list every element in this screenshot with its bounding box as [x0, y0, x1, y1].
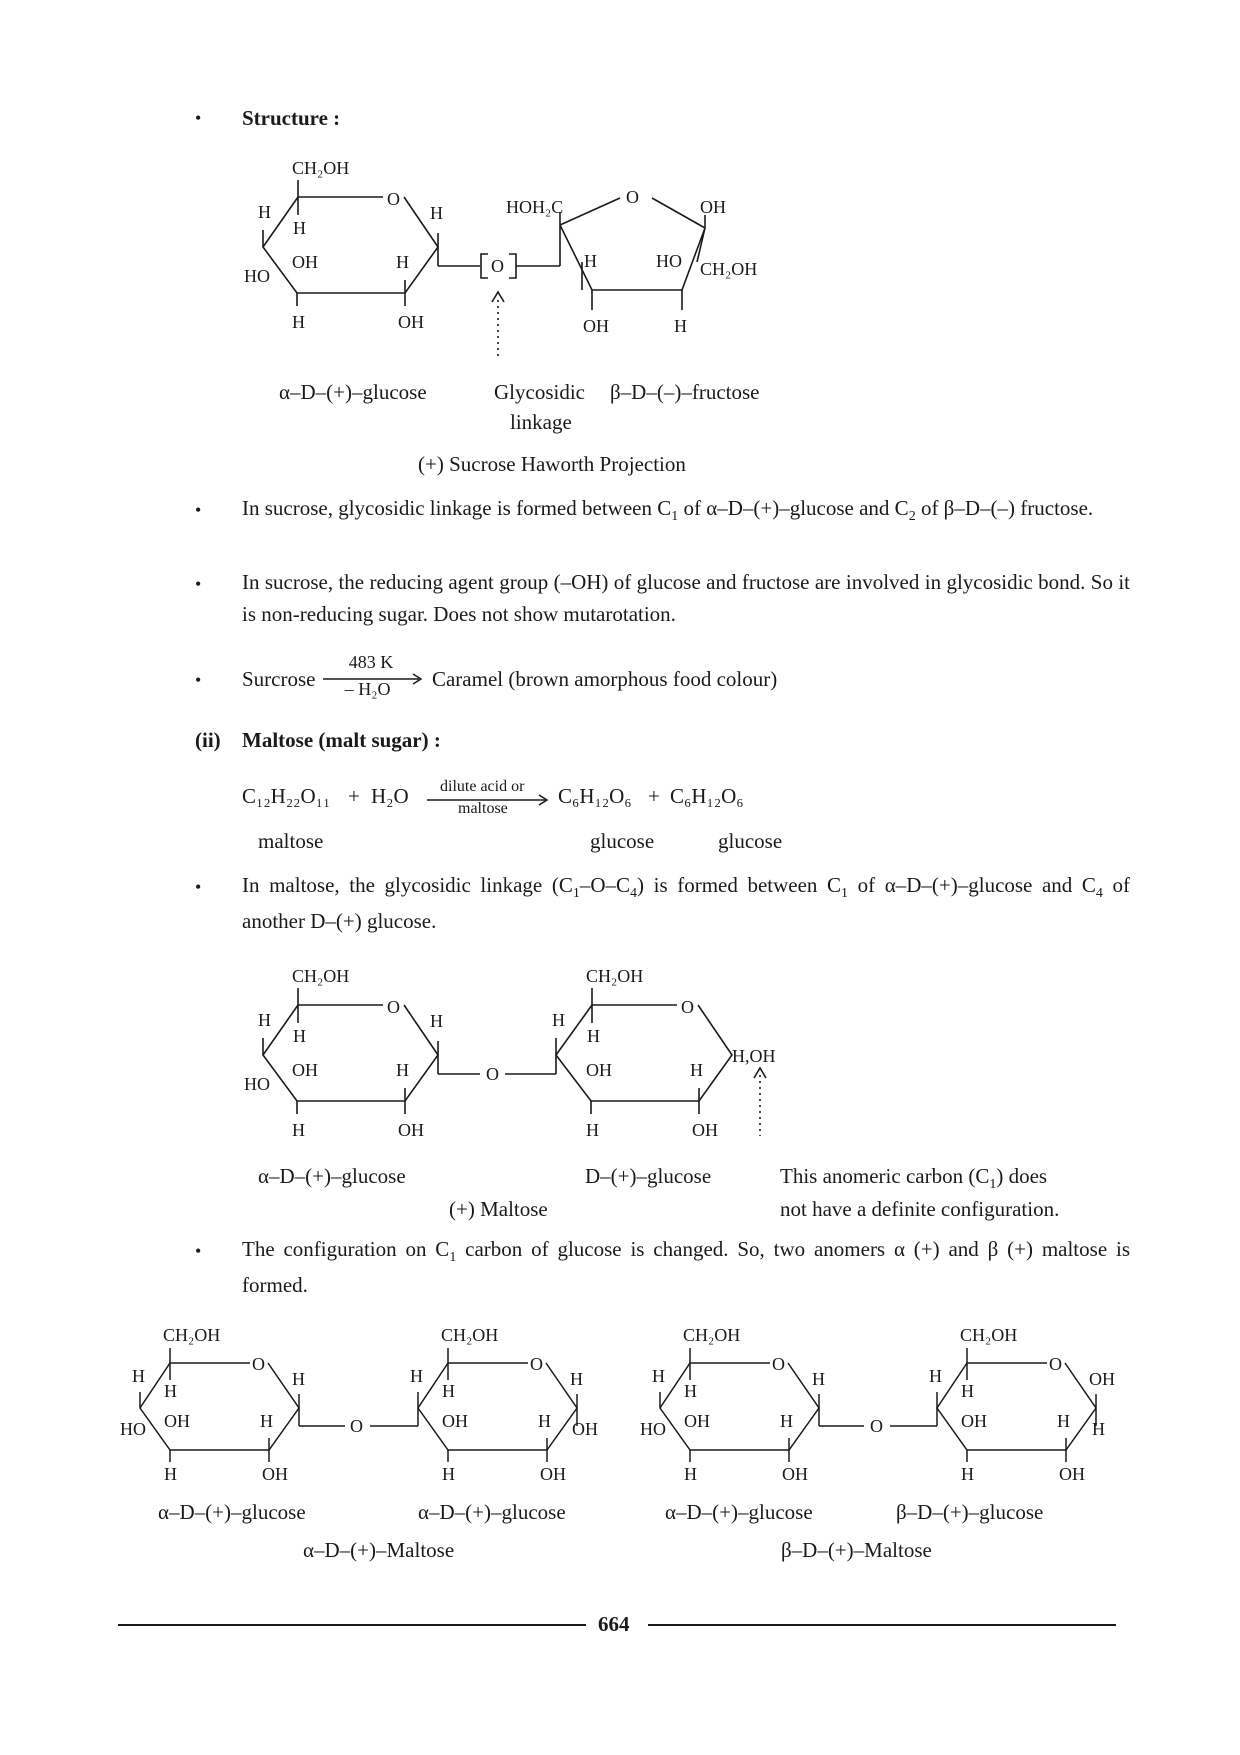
- svg-text:H: H: [396, 1060, 409, 1080]
- svg-text:H: H: [410, 1366, 423, 1386]
- svg-text:OH: OH: [1089, 1369, 1115, 1389]
- svg-text:H: H: [132, 1366, 145, 1386]
- reaction-arrow: 483 K – H₂O: [321, 661, 427, 701]
- svg-text:H: H: [538, 1411, 551, 1431]
- svg-text:OH: OH: [442, 1411, 468, 1431]
- bullet-marker: •: [195, 108, 202, 128]
- svg-text:HO: HO: [656, 251, 682, 271]
- anomeric-note: This anomeric carbon $(C_1)$ does: [780, 1164, 1048, 1192]
- svg-text:HOH₂C: HOH₂C: [506, 197, 564, 217]
- svg-text:H: H: [292, 1369, 305, 1389]
- svg-text:OH: OH: [692, 1120, 718, 1140]
- svg-text:OH: OH: [262, 1464, 288, 1484]
- svg-text:OH: OH: [164, 1411, 190, 1431]
- caption-linkage-2: linkage: [510, 410, 572, 434]
- ch2oh-label: CH₂OH: [292, 158, 350, 178]
- svg-text:O: O: [1049, 1354, 1062, 1374]
- svg-text:CH₂OH: CH₂OH: [960, 1325, 1018, 1345]
- svg-text:H: H: [587, 1026, 600, 1046]
- anomer-structures: [0, 1310, 1240, 1490]
- svg-text:CH₂OH: CH₂OH: [441, 1325, 499, 1345]
- glucose-product: C₆H₁₂O₆: [558, 784, 632, 808]
- svg-text:H: H: [961, 1381, 974, 1401]
- svg-text:H: H: [961, 1464, 974, 1484]
- svg-text:OH: OH: [292, 252, 318, 272]
- svg-text:OH: OH: [684, 1411, 710, 1431]
- svg-text:H: H: [442, 1381, 455, 1401]
- footer-rule-left: [118, 1624, 586, 1626]
- svg-text:H: H: [430, 1011, 443, 1031]
- svg-text:O: O: [491, 256, 504, 276]
- maltose-structure: [0, 940, 1240, 1140]
- svg-text:HO: HO: [244, 266, 270, 286]
- svg-text:OH: OH: [572, 1419, 598, 1439]
- svg-text:H: H: [586, 1120, 599, 1140]
- maltose-title: (+) Maltose: [449, 1197, 548, 1221]
- svg-text:HO: HO: [640, 1419, 666, 1439]
- caption-alpha-glucose: α–D–(+)–glucose: [258, 1164, 406, 1188]
- svg-text:O: O: [626, 187, 639, 207]
- svg-text:O: O: [387, 189, 400, 209]
- svg-text:H: H: [293, 1026, 306, 1046]
- svg-text:H: H: [584, 251, 597, 271]
- svg-text:OH: OH: [292, 1060, 318, 1080]
- svg-text:OH: OH: [782, 1464, 808, 1484]
- bullet-sucrose-linkage: In sucrose, glycosidic linkage is formed between $C_1$ of α–D–(+)–glucose and $C_2$ of β–D–(–) fructose.: [242, 496, 1094, 524]
- svg-text:CH₂OH: CH₂OH: [586, 966, 644, 986]
- svg-text:H: H: [684, 1381, 697, 1401]
- alpha-maltose-label: α–D–(+)–Maltose: [303, 1538, 455, 1562]
- caption-linkage: Glycosidic: [494, 380, 585, 404]
- svg-text:H: H: [674, 316, 687, 336]
- svg-text:H: H: [812, 1369, 825, 1389]
- svg-text:H: H: [552, 1010, 565, 1030]
- svg-text:HO: HO: [120, 1419, 146, 1439]
- anomer-caption-4: β–D–(+)–glucose: [896, 1500, 1044, 1524]
- svg-text:O: O: [870, 1416, 883, 1436]
- svg-text:H: H: [396, 252, 409, 272]
- maltose-section-number: (ii): [195, 728, 221, 752]
- svg-text:OH: OH: [398, 1120, 424, 1140]
- h-oh-label: H,OH: [732, 1046, 776, 1066]
- svg-text:O: O: [252, 1354, 265, 1374]
- bullet-marker: •: [195, 1241, 202, 1261]
- svg-text:H: H: [684, 1464, 697, 1484]
- svg-text:O: O: [681, 997, 694, 1017]
- bullet-marker: •: [195, 670, 202, 690]
- svg-text:OH: OH: [586, 1060, 612, 1080]
- svg-text:H: H: [780, 1411, 793, 1431]
- svg-text:O: O: [772, 1354, 785, 1374]
- svg-text:H: H: [292, 312, 305, 332]
- page-number: 664: [598, 1612, 630, 1636]
- bullet-marker: •: [195, 574, 202, 594]
- maltose-heading: Maltose (malt sugar) :: [242, 728, 441, 752]
- bullet-marker: •: [195, 500, 202, 520]
- svg-text:OH: OH: [700, 197, 726, 217]
- svg-text:H: H: [442, 1464, 455, 1484]
- svg-text:OH: OH: [1059, 1464, 1085, 1484]
- svg-text:OH: OH: [398, 312, 424, 332]
- svg-text:OH: OH: [540, 1464, 566, 1484]
- svg-text:H: H: [293, 218, 306, 238]
- sucrose-title: (+) Sucrose Haworth Projection: [418, 452, 686, 476]
- svg-text:CH₂OH: CH₂OH: [163, 1325, 221, 1345]
- svg-text:O: O: [530, 1354, 543, 1374]
- glucose-product-2: C₆H₁₂O₆: [670, 784, 744, 808]
- svg-text:H: H: [258, 202, 271, 222]
- anomer-caption-2: α–D–(+)–glucose: [418, 1500, 566, 1524]
- caption-fructose: β–D–(–)–fructose: [610, 380, 760, 404]
- svg-text:OH: OH: [583, 316, 609, 336]
- svg-text:CH₂OH: CH₂OH: [700, 259, 758, 279]
- svg-text:H: H: [164, 1464, 177, 1484]
- svg-text:O: O: [387, 997, 400, 1017]
- svg-text:H: H: [260, 1411, 273, 1431]
- caption-d-glucose: D–(+)–glucose: [585, 1164, 712, 1188]
- svg-text:CH₂OH: CH₂OH: [683, 1325, 741, 1345]
- svg-text:OH: OH: [961, 1411, 987, 1431]
- bullet-anomers: The configuration on $C_1$ carbon of glucose is changed. So, two anomers α (+) and β (+) maltose is formed.: [242, 1237, 1130, 1297]
- beta-maltose-label: β–D–(+)–Maltose: [781, 1538, 932, 1562]
- svg-text:H: H: [652, 1366, 665, 1386]
- svg-text:H: H: [690, 1060, 703, 1080]
- footer-rule-right: [648, 1624, 1116, 1626]
- svg-text:H: H: [164, 1381, 177, 1401]
- water: H₂O: [371, 784, 409, 808]
- svg-text:O: O: [486, 1064, 499, 1084]
- svg-text:H: H: [1057, 1411, 1070, 1431]
- anomeric-note-2: not have a definite configuration.: [780, 1197, 1060, 1221]
- maltose-reactant: C₁₂H₂₂O₁₁: [242, 784, 331, 808]
- svg-text:H: H: [1092, 1419, 1105, 1439]
- bullet-marker: •: [195, 877, 202, 897]
- svg-text:H: H: [570, 1369, 583, 1389]
- svg-text:CH₂OH: CH₂OH: [292, 966, 350, 986]
- anomer-caption-1: α–D–(+)–glucose: [158, 1500, 306, 1524]
- svg-text:H: H: [258, 1010, 271, 1030]
- svg-text:H: H: [292, 1120, 305, 1140]
- sucrose-structure: [0, 0, 1240, 370]
- caramel-reaction: Surcrose 483 K – H₂O Caramel (brown amorphous food colour): [242, 652, 778, 699]
- structure-heading: Structure :: [242, 106, 341, 130]
- svg-text:HO: HO: [244, 1074, 270, 1094]
- caption-glucose: α–D–(+)–glucose: [279, 380, 427, 404]
- svg-text:H: H: [430, 203, 443, 223]
- svg-text:O: O: [350, 1416, 363, 1436]
- anomer-caption-3: α–D–(+)–glucose: [665, 1500, 813, 1524]
- bullet-maltose-linkage: In maltose, the glycosidic linkage $(C_1-O-C_4)$ is formed between $C_1$ of α–D–(+)–glucose and $C_4$ of another D–(+) glucose.: [242, 873, 1131, 933]
- svg-text:H: H: [929, 1366, 942, 1386]
- bullet-non-reducing: In sucrose, the reducing agent group (–OH) of glucose and fructose are involved in glycosidic bond. So it is non-reducing sugar. Does not show mutarotation.: [242, 570, 1130, 626]
